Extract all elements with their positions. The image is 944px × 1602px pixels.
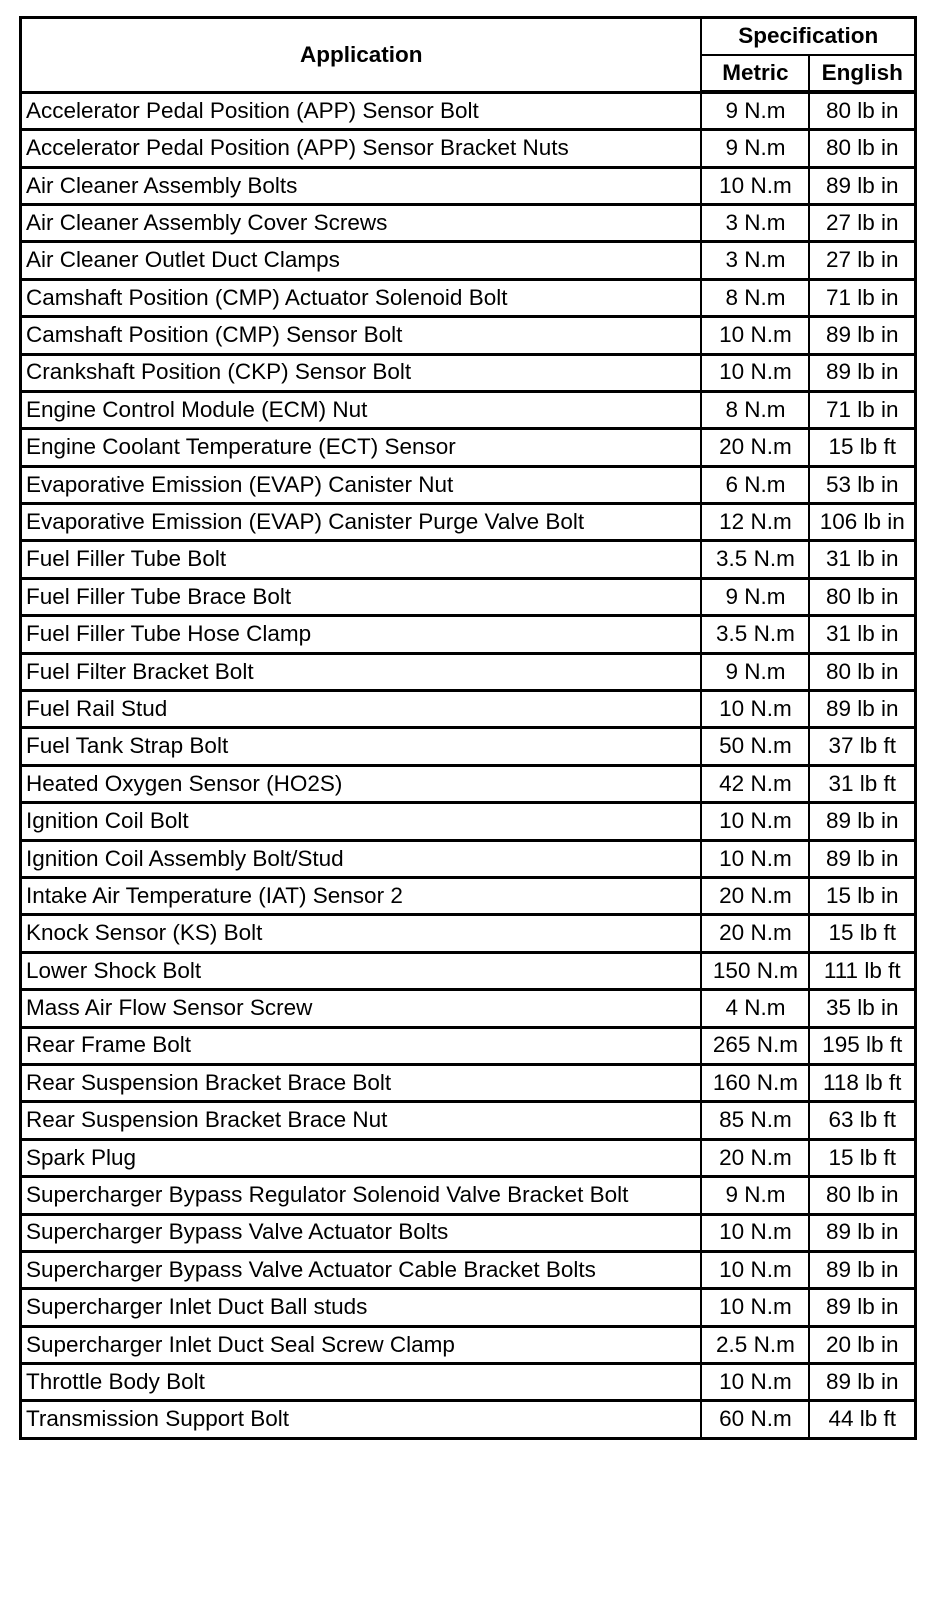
table-row (21, 1401, 916, 1438)
english-value-cell: 89 lb in (809, 1251, 915, 1288)
metric-value-cell: 85 N.m (701, 1102, 809, 1139)
english-value-cell: 71 lb in (809, 279, 915, 316)
metric-value-cell: 10 N.m (701, 1251, 809, 1288)
english-value-cell: 89 lb in (809, 803, 915, 840)
table-row (21, 279, 916, 316)
header-row-top (21, 18, 916, 55)
table-row (21, 429, 916, 466)
table-header (21, 18, 916, 93)
english-value-cell: 27 lb in (809, 204, 915, 241)
specification-group-header: Specification (701, 18, 915, 55)
table-row (21, 541, 916, 578)
application-cell: Accelerator Pedal Position (APP) Sensor Bolt (21, 92, 702, 129)
english-value-cell: 35 lb in (809, 990, 915, 1027)
metric-value-cell: 10 N.m (701, 317, 809, 354)
application-cell: Spark Plug (21, 1139, 702, 1176)
application-cell: Supercharger Bypass Regulator Solenoid Valve Bracket Bolt (21, 1177, 702, 1214)
application-cell: Supercharger Inlet Duct Seal Screw Clamp (21, 1326, 702, 1363)
metric-value-cell: 3 N.m (701, 242, 809, 279)
table-row (21, 1289, 916, 1326)
application-cell: Fuel Filler Tube Bolt (21, 541, 702, 578)
english-value-cell: 80 lb in (809, 653, 915, 690)
application-cell: Evaporative Emission (EVAP) Canister Nut (21, 466, 702, 503)
metric-value-cell: 20 N.m (701, 1139, 809, 1176)
metric-value-cell: 150 N.m (701, 952, 809, 989)
english-value-cell: 111 lb ft (809, 952, 915, 989)
table-row (21, 204, 916, 241)
application-cell: Ignition Coil Assembly Bolt/Stud (21, 840, 702, 877)
application-cell: Fuel Filter Bracket Bolt (21, 653, 702, 690)
english-value-cell: 31 lb ft (809, 765, 915, 802)
english-value-cell: 80 lb in (809, 1177, 915, 1214)
metric-value-cell: 9 N.m (701, 130, 809, 167)
metric-value-cell: 160 N.m (701, 1064, 809, 1101)
table-row (21, 1102, 916, 1139)
table-row (21, 840, 916, 877)
metric-value-cell: 3.5 N.m (701, 541, 809, 578)
table-row (21, 1364, 916, 1401)
english-value-cell: 80 lb in (809, 130, 915, 167)
metric-value-cell: 10 N.m (701, 691, 809, 728)
table-row (21, 92, 916, 129)
metric-value-cell: 3 N.m (701, 204, 809, 241)
application-cell: Air Cleaner Outlet Duct Clamps (21, 242, 702, 279)
english-value-cell: 89 lb in (809, 1364, 915, 1401)
metric-value-cell: 8 N.m (701, 279, 809, 316)
table-row (21, 1214, 916, 1251)
application-cell: Throttle Body Bolt (21, 1364, 702, 1401)
application-cell: Lower Shock Bolt (21, 952, 702, 989)
english-value-cell: 53 lb in (809, 466, 915, 503)
application-cell: Air Cleaner Assembly Bolts (21, 167, 702, 204)
metric-value-cell: 9 N.m (701, 578, 809, 615)
application-cell: Engine Control Module (ECM) Nut (21, 391, 702, 428)
application-cell: Ignition Coil Bolt (21, 803, 702, 840)
english-value-cell: 15 lb ft (809, 915, 915, 952)
metric-value-cell: 9 N.m (701, 1177, 809, 1214)
metric-value-cell: 6 N.m (701, 466, 809, 503)
application-cell: Supercharger Bypass Valve Actuator Cable Bracket Bolts (21, 1251, 702, 1288)
metric-value-cell: 10 N.m (701, 167, 809, 204)
english-value-cell: 71 lb in (809, 391, 915, 428)
application-cell: Fuel Rail Stud (21, 691, 702, 728)
application-cell: Camshaft Position (CMP) Sensor Bolt (21, 317, 702, 354)
table-row (21, 877, 916, 914)
english-value-cell: 106 lb in (809, 504, 915, 541)
table-row (21, 504, 916, 541)
metric-value-cell: 60 N.m (701, 1401, 809, 1438)
english-value-cell: 15 lb ft (809, 1139, 915, 1176)
metric-value-cell: 50 N.m (701, 728, 809, 765)
metric-value-cell: 10 N.m (701, 1364, 809, 1401)
application-column-header: Application (21, 18, 702, 93)
english-value-cell: 63 lb ft (809, 1102, 915, 1139)
table-row (21, 130, 916, 167)
application-cell: Intake Air Temperature (IAT) Sensor 2 (21, 877, 702, 914)
english-value-cell: 118 lb ft (809, 1064, 915, 1101)
english-value-cell: 195 lb ft (809, 1027, 915, 1064)
english-value-cell: 89 lb in (809, 691, 915, 728)
application-cell: Supercharger Bypass Valve Actuator Bolts (21, 1214, 702, 1251)
english-value-cell: 80 lb in (809, 92, 915, 129)
english-value-cell: 89 lb in (809, 1289, 915, 1326)
table-row (21, 1139, 916, 1176)
torque-spec-table (19, 16, 917, 1440)
application-cell: Rear Suspension Bracket Brace Bolt (21, 1064, 702, 1101)
english-column-header: English (809, 55, 915, 92)
application-cell: Camshaft Position (CMP) Actuator Solenoid Bolt (21, 279, 702, 316)
english-value-cell: 15 lb ft (809, 429, 915, 466)
table-row (21, 354, 916, 391)
metric-value-cell: 20 N.m (701, 915, 809, 952)
application-cell: Engine Coolant Temperature (ECT) Sensor (21, 429, 702, 466)
table-row (21, 578, 916, 615)
english-value-cell: 31 lb in (809, 541, 915, 578)
english-value-cell: 44 lb ft (809, 1401, 915, 1438)
english-value-cell: 89 lb in (809, 354, 915, 391)
table-row (21, 1064, 916, 1101)
table-row (21, 1251, 916, 1288)
english-value-cell: 89 lb in (809, 317, 915, 354)
metric-value-cell: 10 N.m (701, 1289, 809, 1326)
application-cell: Fuel Filler Tube Brace Bolt (21, 578, 702, 615)
table-row (21, 691, 916, 728)
application-cell: Knock Sensor (KS) Bolt (21, 915, 702, 952)
english-value-cell: 37 lb ft (809, 728, 915, 765)
metric-value-cell: 3.5 N.m (701, 616, 809, 653)
metric-value-cell: 9 N.m (701, 92, 809, 129)
application-cell: Evaporative Emission (EVAP) Canister Purge Valve Bolt (21, 504, 702, 541)
table-row (21, 653, 916, 690)
metric-value-cell: 10 N.m (701, 840, 809, 877)
application-cell: Fuel Filler Tube Hose Clamp (21, 616, 702, 653)
metric-value-cell: 10 N.m (701, 1214, 809, 1251)
application-cell: Rear Suspension Bracket Brace Nut (21, 1102, 702, 1139)
table-row (21, 391, 916, 428)
english-value-cell: 27 lb in (809, 242, 915, 279)
english-value-cell: 31 lb in (809, 616, 915, 653)
metric-value-cell: 20 N.m (701, 877, 809, 914)
english-value-cell: 89 lb in (809, 840, 915, 877)
application-cell: Rear Frame Bolt (21, 1027, 702, 1064)
metric-value-cell: 12 N.m (701, 504, 809, 541)
table-row (21, 1027, 916, 1064)
table-row (21, 167, 916, 204)
application-cell: Accelerator Pedal Position (APP) Sensor Bracket Nuts (21, 130, 702, 167)
application-cell: Air Cleaner Assembly Cover Screws (21, 204, 702, 241)
metric-column-header: Metric (701, 55, 809, 92)
metric-value-cell: 8 N.m (701, 391, 809, 428)
english-value-cell: 80 lb in (809, 578, 915, 615)
table-row (21, 990, 916, 1027)
table-row (21, 616, 916, 653)
table-row (21, 952, 916, 989)
table-row (21, 803, 916, 840)
application-cell: Mass Air Flow Sensor Screw (21, 990, 702, 1027)
english-value-cell: 15 lb in (809, 877, 915, 914)
table-row (21, 466, 916, 503)
table-row (21, 728, 916, 765)
table-row (21, 242, 916, 279)
metric-value-cell: 9 N.m (701, 653, 809, 690)
metric-value-cell: 2.5 N.m (701, 1326, 809, 1363)
english-value-cell: 89 lb in (809, 167, 915, 204)
table-row (21, 1326, 916, 1363)
english-value-cell: 20 lb in (809, 1326, 915, 1363)
english-value-cell: 89 lb in (809, 1214, 915, 1251)
application-cell: Heated Oxygen Sensor (HO2S) (21, 765, 702, 802)
metric-value-cell: 10 N.m (701, 354, 809, 391)
table-row (21, 765, 916, 802)
table-row (21, 915, 916, 952)
table-row (21, 317, 916, 354)
metric-value-cell: 10 N.m (701, 803, 809, 840)
application-cell: Transmission Support Bolt (21, 1401, 702, 1438)
metric-value-cell: 265 N.m (701, 1027, 809, 1064)
table-body (21, 92, 916, 1438)
metric-value-cell: 4 N.m (701, 990, 809, 1027)
metric-value-cell: 42 N.m (701, 765, 809, 802)
metric-value-cell: 20 N.m (701, 429, 809, 466)
application-cell: Crankshaft Position (CKP) Sensor Bolt (21, 354, 702, 391)
table-row (21, 1177, 916, 1214)
application-cell: Fuel Tank Strap Bolt (21, 728, 702, 765)
application-cell: Supercharger Inlet Duct Ball studs (21, 1289, 702, 1326)
